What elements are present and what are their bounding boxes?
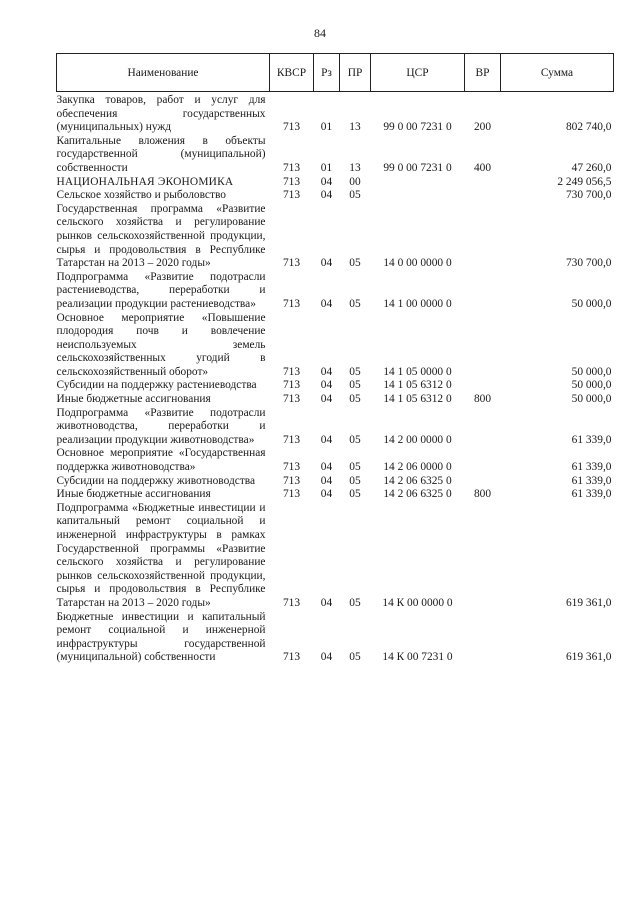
table-row: [57, 203, 614, 271]
row-pr: 05: [349, 474, 361, 487]
table-header: [57, 54, 614, 92]
row-name: Капитальные вложения в объекты государственной (муниципальной) собственности: [56, 134, 266, 174]
row-sum: 802 740,0: [565, 121, 612, 134]
row-vr: [465, 271, 501, 312]
row-pr: 13: [349, 121, 361, 134]
row-vr: [465, 176, 501, 190]
row-pr: 05: [349, 461, 361, 474]
row-name: Основное мероприятие «Государственная поддержка животноводства»: [56, 447, 266, 474]
row-name: Субсидии на поддержку животноводства: [56, 474, 256, 487]
row-vr: 800: [473, 393, 492, 406]
row-kvsr: 713: [282, 474, 301, 487]
row-rz: 04: [320, 651, 333, 664]
row-vr: 400: [473, 161, 492, 174]
row-name: Подпрограмма «Бюджетные инвестиции и капитальный ремонт социальной и инженерной инфраструктуры в рамках Государственной программы «Развитие сельского хозяйства и регулирование рынков сельскохозяйственной продукции, сырья и продовольствия в Республике Татарстан на 2013 – 2020 годы»: [56, 501, 266, 609]
row-sum: 50 000,0: [571, 297, 612, 310]
row-pr: 05: [349, 379, 361, 392]
row-kvsr: 713: [282, 596, 301, 609]
row-pr: 05: [349, 488, 361, 501]
row-vr: [465, 447, 501, 474]
row-kvsr: 713: [282, 175, 301, 188]
header-sum: Сумма: [501, 54, 614, 92]
row-kvsr: 713: [282, 297, 301, 310]
row-csr: 14 1 00 0000 0: [383, 297, 452, 310]
row-name: Закупка товаров, работ и услуг для обеспечения государственных (муниципальных) нужд: [56, 94, 266, 134]
row-vr: [465, 379, 501, 393]
row-kvsr: 713: [282, 161, 301, 174]
row-sum: 61 339,0: [571, 461, 612, 474]
table-row: [57, 379, 614, 393]
row-csr: 99 0 00 7231 0: [383, 161, 452, 174]
header-kvsr: КВСР: [270, 54, 314, 92]
row-rz: 04: [320, 257, 333, 270]
row-sum: 61 339,0: [571, 433, 612, 446]
row-rz: 04: [320, 596, 333, 609]
row-pr: 05: [349, 189, 361, 202]
row-vr: [465, 502, 501, 611]
row-sum: 61 339,0: [571, 474, 612, 487]
row-sum: 730 700,0: [565, 189, 612, 202]
budget-table: [56, 53, 614, 665]
row-name: Подпрограмма «Развитие подотрасли животноводства, переработки и реализации продукции животноводства»: [56, 406, 266, 446]
row-kvsr: 713: [282, 433, 301, 446]
row-pr: 05: [349, 257, 361, 270]
row-rz: 04: [320, 461, 333, 474]
row-name: Субсидии на поддержку растениеводства: [56, 379, 257, 392]
row-vr: [465, 407, 501, 448]
header-rz: Рз: [314, 54, 340, 92]
row-pr: 13: [349, 161, 361, 174]
row-kvsr: 713: [282, 393, 301, 406]
row-rz: 04: [320, 175, 333, 188]
row-pr: 00: [349, 175, 361, 188]
row-pr: 05: [349, 297, 361, 310]
row-pr: 05: [349, 433, 361, 446]
row-rz: 04: [320, 433, 333, 446]
row-kvsr: 713: [282, 651, 301, 664]
table-row: [57, 92, 614, 135]
table-row: [57, 189, 614, 203]
row-name: Подпрограмма «Развитие подотрасли растениеводства, переработки и реализации продукции растениеводства»: [56, 270, 266, 310]
header-pr: ПР: [340, 54, 371, 92]
table-row: [57, 271, 614, 312]
table-row: [57, 611, 614, 665]
row-csr: 14 К 00 0000 0: [382, 596, 453, 609]
table-row: [57, 447, 614, 474]
table-row: [57, 176, 614, 190]
row-sum: 619 361,0: [565, 596, 612, 609]
row-name: Бюджетные инвестиции и капитальный ремонт социальной и инженерной инфраструктуры государственной (муниципальной) собственности: [56, 610, 266, 664]
row-pr: 05: [349, 651, 361, 664]
row-csr: 14 2 06 0000 0: [383, 461, 452, 474]
row-sum: 2 249 056,5: [557, 175, 612, 188]
header-csr: ЦСР: [371, 54, 465, 92]
row-rz: 04: [320, 189, 333, 202]
row-rz: 04: [320, 474, 333, 487]
row-vr: [465, 312, 501, 380]
row-kvsr: 713: [282, 365, 301, 378]
header-name: Наименование: [57, 54, 270, 92]
row-name: НАЦИОНАЛЬНАЯ ЭКОНОМИКА: [56, 175, 234, 188]
table-row: [57, 312, 614, 380]
header-vr: ВР: [465, 54, 501, 92]
table-row: [57, 135, 614, 176]
row-sum: 50 000,0: [571, 365, 612, 378]
table-row: [57, 502, 614, 611]
page-number: 84: [314, 26, 326, 40]
row-csr: 14 0 00 0000 0: [383, 257, 452, 270]
table-body: [57, 92, 614, 665]
row-rz: 04: [320, 297, 333, 310]
row-rz: 01: [320, 161, 333, 174]
row-csr: [371, 176, 465, 190]
row-pr: 05: [349, 393, 361, 406]
row-vr: [465, 189, 501, 203]
row-kvsr: 713: [282, 379, 301, 392]
row-csr: [371, 189, 465, 203]
row-pr: 05: [349, 596, 361, 609]
row-rz: 04: [320, 379, 333, 392]
row-name: Основное мероприятие «Повышение плодородия почв и вовлечение неиспользуемых земель сельскохозяйственных угодий в сельскохозяйственный оборот»: [56, 311, 266, 378]
row-rz: 01: [320, 121, 333, 134]
row-kvsr: 713: [282, 461, 301, 474]
row-sum: 61 339,0: [571, 488, 612, 501]
row-csr: 14 1 05 6312 0: [383, 393, 452, 406]
row-vr: [465, 203, 501, 271]
row-csr: 99 0 00 7231 0: [383, 121, 452, 134]
row-rz: 04: [320, 393, 333, 406]
row-kvsr: 713: [282, 189, 301, 202]
row-csr: 14 2 00 0000 0: [383, 433, 452, 446]
row-rz: 04: [320, 365, 333, 378]
row-csr: 14 2 06 6325 0: [383, 474, 452, 487]
row-csr: 14 1 05 0000 0: [383, 365, 452, 378]
table-row: [57, 475, 614, 489]
row-kvsr: 713: [282, 121, 301, 134]
row-csr: 14 К 00 7231 0: [382, 651, 453, 664]
table-row: [57, 393, 614, 407]
row-pr: 05: [349, 365, 361, 378]
table-row: [57, 488, 614, 502]
row-rz: 04: [320, 488, 333, 501]
row-name: Государственная программа «Развитие сельского хозяйства и регулирование рынков сельскохозяйственной продукции, сырья и продовольствия в Республике Татарстан на 2013 – 2020 годы»: [56, 202, 266, 270]
row-sum: 730 700,0: [565, 257, 612, 270]
row-vr: 800: [473, 488, 492, 501]
row-sum: 619 361,0: [565, 651, 612, 664]
row-name: Иные бюджетные ассигнования: [56, 393, 211, 406]
row-csr: 14 1 05 6312 0: [383, 379, 452, 392]
row-sum: 50 000,0: [571, 393, 612, 406]
row-kvsr: 713: [282, 488, 301, 501]
row-vr: 200: [473, 121, 492, 134]
row-vr: [465, 475, 501, 489]
header-row: [57, 54, 614, 92]
row-sum: 47 260,0: [571, 161, 612, 174]
row-name: Иные бюджетные ассигнования: [56, 488, 211, 501]
row-sum: 50 000,0: [571, 379, 612, 392]
row-vr: [465, 611, 501, 665]
table-row: [57, 407, 614, 448]
row-kvsr: 713: [282, 257, 301, 270]
row-name: Сельское хозяйство и рыболовство: [56, 189, 226, 202]
row-csr: 14 2 06 6325 0: [383, 488, 452, 501]
